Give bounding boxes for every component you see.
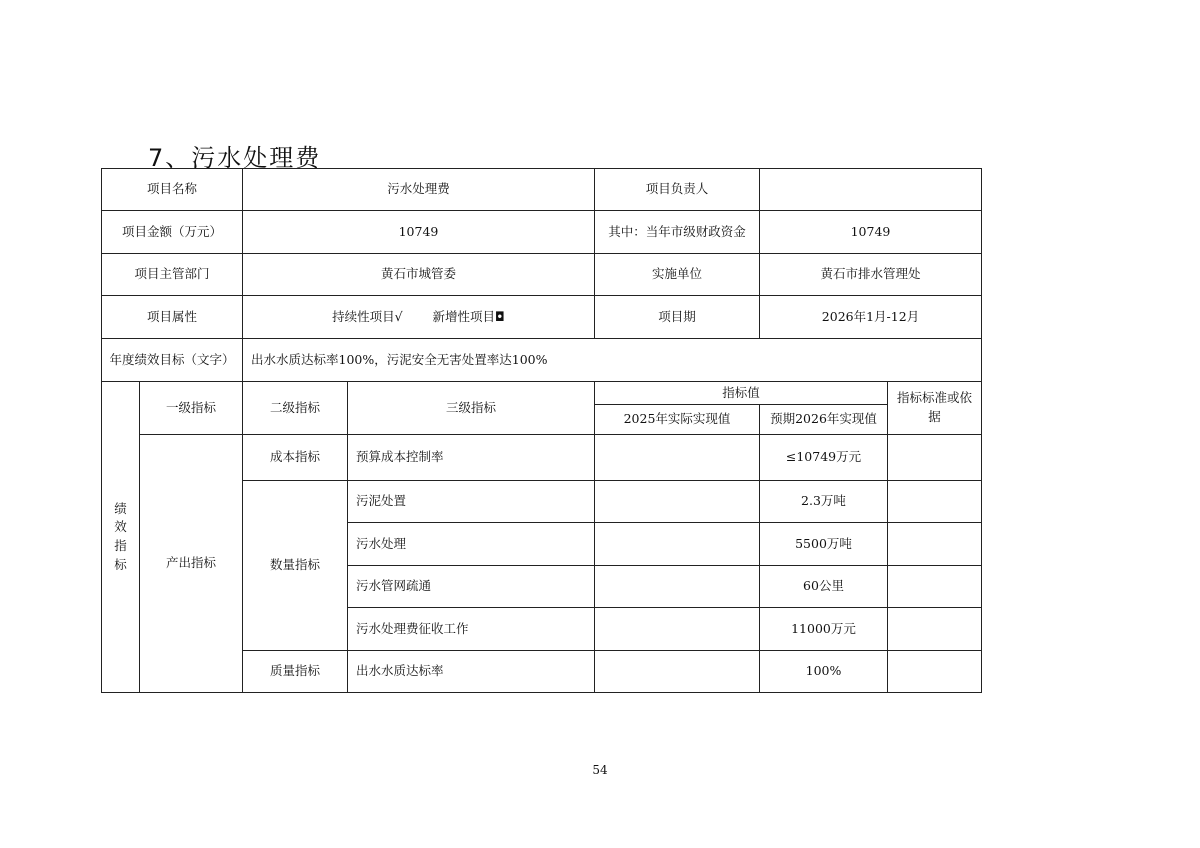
basis <box>888 566 982 608</box>
amount-label: 项目金额（万元） <box>102 211 243 254</box>
dept-label: 项目主管部门 <box>102 254 243 296</box>
actual-2025 <box>595 481 760 523</box>
performance-table <box>101 168 982 693</box>
project-name-value: 污水处理费 <box>243 169 595 211</box>
impl-label: 实施单位 <box>595 254 760 296</box>
goal-value: 出水水质达标率100%，污泥安全无害处置率达100% <box>243 339 982 382</box>
indicator-name: 污水处理 <box>348 523 595 566</box>
expected-2026: ≤10749万元 <box>760 435 888 481</box>
col-level2-header: 二级指标 <box>243 382 348 435</box>
attr-continuing: 持续性项目√ <box>332 308 403 324</box>
indicator-name: 污水处理费征收工作 <box>348 608 595 651</box>
indicator-name: 污水管网疏通 <box>348 566 595 608</box>
city-fund-value: 10749 <box>760 211 982 254</box>
period-value: 2026年1月-12月 <box>760 296 982 339</box>
basis <box>888 435 982 481</box>
col-basis-header: 指标标准或依据 <box>888 382 982 435</box>
actual-2025 <box>595 435 760 481</box>
actual-2025 <box>595 608 760 651</box>
attr-new: 新增性项目◘ <box>432 308 505 324</box>
owner-value <box>760 169 982 211</box>
dept-value: 黄石市城管委 <box>243 254 595 296</box>
actual-2025 <box>595 523 760 566</box>
table-row <box>102 435 982 481</box>
col-level1-header: 一级指标 <box>140 382 243 435</box>
period-label: 项目期 <box>595 296 760 339</box>
basis <box>888 651 982 693</box>
project-name-label: 项目名称 <box>102 169 243 211</box>
goal-label: 年度绩效目标（文字） <box>102 339 243 382</box>
side-label: 绩 效 指 标 <box>102 382 140 693</box>
basis <box>888 481 982 523</box>
row-attr <box>102 296 982 339</box>
group-quantity: 数量指标 <box>243 481 348 651</box>
expected-2026: 2.3万吨 <box>760 481 888 523</box>
city-fund-label: 其中：当年市级财政资金 <box>595 211 760 254</box>
level1-output: 产出指标 <box>140 435 243 693</box>
expected-2026: 60公里 <box>760 566 888 608</box>
row-amount <box>102 211 982 254</box>
section-heading: 7、污水处理费 <box>148 144 322 172</box>
actual-2025 <box>595 566 760 608</box>
row-indicator-header <box>102 382 982 405</box>
group-cost: 成本指标 <box>243 435 348 481</box>
page-number: 54 <box>592 763 608 777</box>
indicator-name: 污泥处置 <box>348 481 595 523</box>
actual-2025 <box>595 651 760 693</box>
expected-2026: 100% <box>760 651 888 693</box>
attr-label: 项目属性 <box>102 296 243 339</box>
impl-value: 黄石市排水管理处 <box>760 254 982 296</box>
expected-2026: 11000万元 <box>760 608 888 651</box>
indicator-name: 出水水质达标率 <box>348 651 595 693</box>
amount-value: 10749 <box>243 211 595 254</box>
col-level3-header: 三级指标 <box>348 382 595 435</box>
indicator-name: 预算成本控制率 <box>348 435 595 481</box>
attr-value <box>243 296 595 339</box>
row-project-name <box>102 169 982 211</box>
group-quality: 质量指标 <box>243 651 348 693</box>
basis <box>888 608 982 651</box>
row-goal <box>102 339 982 382</box>
col-2025-header: 2025年实际实现值 <box>595 405 760 435</box>
col-value-header: 指标值 <box>595 382 888 405</box>
expected-2026: 5500万吨 <box>760 523 888 566</box>
col-2026-header: 预期2026年实现值 <box>760 405 888 435</box>
basis <box>888 523 982 566</box>
owner-label: 项目负责人 <box>595 169 760 211</box>
row-dept <box>102 254 982 296</box>
